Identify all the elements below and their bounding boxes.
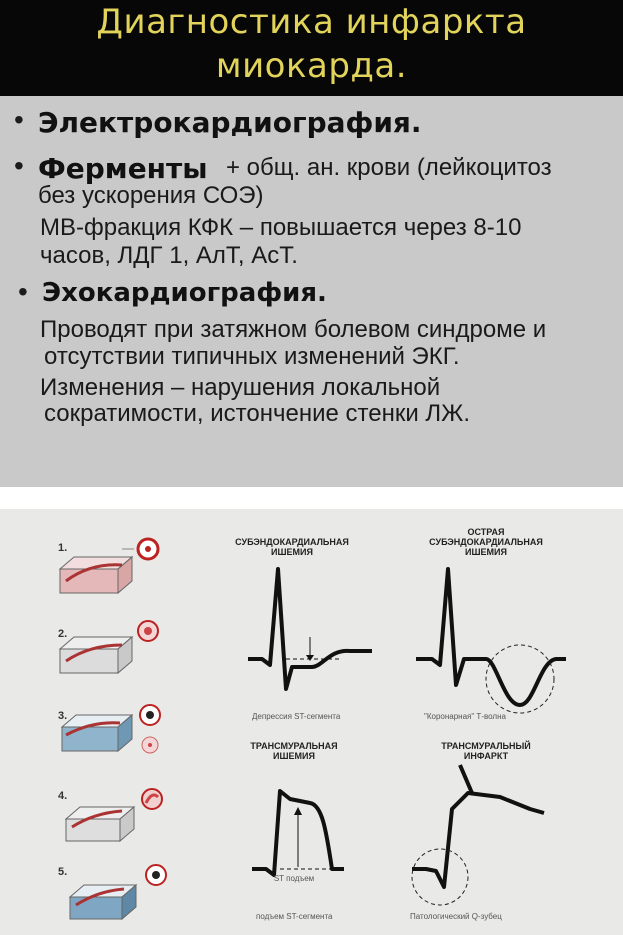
ecg-figure <box>0 509 623 935</box>
panel3-title-line1: ТРАНСМУРАЛЬНАЯ <box>250 741 338 751</box>
slide-title-line2: миокарда. <box>215 46 408 86</box>
enzymes-sub-line2: часов, ЛДГ 1, АлТ, АсТ. <box>40 242 298 269</box>
myocardium-block-icon <box>60 621 158 673</box>
panel2-caption: "Коронарная" Т-волна <box>424 712 506 721</box>
bullet-dot-icon: • <box>18 276 28 307</box>
bullet-dot-icon: • <box>14 104 24 135</box>
slide-title-line1: Диагностика инфаркта <box>96 2 527 42</box>
echo-sub2-line2: сократимости, истончение стенки ЛЖ. <box>44 400 470 427</box>
ecg-panel-subendocardial-ischemia <box>235 537 372 721</box>
enzymes-sub-line1: МВ-фракция КФК – повышается через 8-10 <box>40 214 522 241</box>
panel4-caption: Патологический Q-зубец <box>410 912 502 921</box>
ecg-panel-transmural-ischemia <box>250 741 344 921</box>
myocardium-block-icon <box>60 539 158 593</box>
panel1-caption: Депрессия ST-сегмента <box>252 712 341 721</box>
panel3-inner-label: ST подъем <box>273 874 315 883</box>
bullet-dot-icon: • <box>14 150 24 181</box>
diagram-number-3: 3. <box>58 710 68 722</box>
bullet-enzymes: Ферменты <box>38 152 208 185</box>
bullet-ecg: Электрокардиография. <box>38 106 422 139</box>
diagram-number-1: 1. <box>58 542 68 554</box>
panel4-title-line1: ТРАНСМУРАЛЬНЫЙ <box>441 741 531 751</box>
diagram-number-4: 4. <box>58 790 68 802</box>
ecg-figure-photo <box>0 509 623 935</box>
bullet-enzymes-line2: без ускорения СОЭ) <box>38 182 264 209</box>
ecg-panel-transmural-infarction <box>410 740 544 921</box>
diagram-number-2: 2. <box>58 628 68 640</box>
segment-diagrams <box>58 539 166 919</box>
panel1-title-line1: СУБЭНДОКАРДИАЛЬНАЯ <box>235 537 349 547</box>
diagram-number-5: 5. <box>58 866 68 878</box>
myocardium-block-icon <box>66 789 162 841</box>
panel3-caption: подъем ST-сегмента <box>256 912 333 921</box>
panel4-title-line2: ИНФАРКТ <box>463 751 509 761</box>
bullet-echo: Эхокардиография. <box>42 278 327 308</box>
panel1-title-line2: ИШЕМИЯ <box>271 547 313 557</box>
myocardium-block-icon <box>62 705 160 753</box>
ecg-panel-acute-subendocardial-ischemia <box>416 527 566 721</box>
separator <box>0 487 623 509</box>
bullet-enzymes-rest: + общ. ан. крови (лейкоцитоз <box>226 154 552 181</box>
echo-sub1-line1: Проводят при затяжном болевом синдроме и <box>40 316 547 343</box>
echo-sub1-line2: отсутствии типичных изменений ЭКГ. <box>44 343 460 370</box>
panel2-title-line1: ОСТРАЯ <box>467 527 505 537</box>
echo-sub2-line1: Изменения – нарушения локальной <box>40 374 441 401</box>
panel2-title-line2: СУБЭНДОКАРДИАЛЬНАЯ <box>429 537 543 547</box>
title-bar <box>0 0 623 96</box>
myocardium-block-icon <box>70 865 166 919</box>
panel2-title-line3: ИШЕМИЯ <box>465 547 507 557</box>
panel3-title-line2: ИШЕМИЯ <box>273 751 315 761</box>
